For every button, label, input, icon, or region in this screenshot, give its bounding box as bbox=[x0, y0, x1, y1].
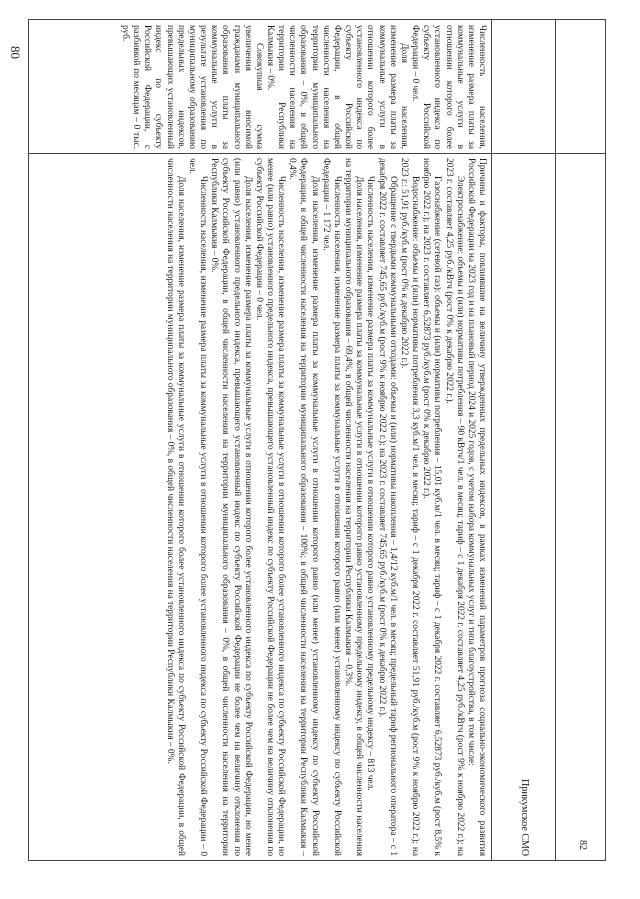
column-divider-municipality bbox=[491, 19, 492, 861]
description-paragraph: Водоснабжение: объемы и (или) нормативы потребления 3,3 куб.м/1 чел. в месяц; тариф – с 1 декабря 2022 г. составляет 51,91 руб./куб.м (рост 9% к ноябрю 2022 г.); на 2023 г.: 51,91 руб./куб.м (рост 0% к декабрю 2022 г.). bbox=[398, 158, 421, 856]
row-description-cell bbox=[35, 25, 487, 149]
description-paragraph: Численность населения, изменение размера платы за коммунальные услуги в отношении которого равно установленному предельному индексу – 813 чел. bbox=[365, 176, 376, 791]
table-bottom-border bbox=[28, 19, 29, 861]
table-right-border bbox=[28, 860, 606, 861]
description-paragraph: Доля населения, изменение размера платы за коммунальные услуги в отношении которого более установленного индекса по субъекту Российской Федерации, но менее (или равно) установленного предельного индекса, превышающего установленный индекс по субъекту Российской Федерации не более чем на величину отклонения по субъекту Российской Федерации, в общей численности населения на территории муниципального образования – 0%, в общей численности населения на территории Республики Калмыкия – 0%. bbox=[209, 158, 253, 856]
table-top-border bbox=[605, 19, 606, 861]
description-paragraph: Доля населения, изменение размера платы за коммунальные услуги в отношении которого более установленного индекса по субъекту Российской Федерации, в общей численности населения на территории муниципального образования – 0%, в общей численности населения на территории Республики Калмыкия – 0%. bbox=[164, 158, 186, 856]
table-left-border bbox=[28, 19, 606, 20]
description-paragraph: Электроснабжение: объемы и (или) нормативы потребления – 90 кВтч/1 чел. в месяц; тариф – с 1 декабря 2022 г. составляет 4,25 руб./кВтч (рост 9% к ноябрю 2022 г.); на 2023 г. составляет 4,25 руб./кВтч (рост 0% к декабрю 2022 г.). bbox=[443, 158, 465, 856]
description-paragraph: Обращение с твердыми коммунальными отходами: объемы и (или) нормативы накопления – 1,4/12 куб.м/1 чел. в месяц; предельный тариф регионального оператора – с 1 декабря 2022 г. составляет 745,65 руб./куб.м (рост 9% к ноябрю 2022 г.); на 2023 г. составляет 745,65 руб./куб.м (рост 0% к декабрю 2022 г.). bbox=[376, 158, 398, 856]
description-paragraph: Численность населения, изменение размера платы за коммунальные услуги в отношении которого более установленного индекса по субъекту Российской Федерации – 0 чел. bbox=[186, 158, 209, 856]
description-paragraph: Доля населения, изменение размера платы за коммунальные услуги в отношении которого более установленного индекса по субъекту Российской Федерации, в общей численности населения на территории муниципального образования – 0%, в общей численности населения на территории Республики Калмыкия – 0%. bbox=[265, 25, 409, 149]
description-paragraph: Газоснабжение (сетевой газ): объемы и (или) нормативы потребления – 15,01 куб.м/1 чел. в месяц; тариф – с 1 декабря 2022 г. составляет 6,52873 руб./куб.м (рост 8,5% к ноябрю 2022 г.); на 2023 г. составляет 6,52873 руб./куб.м (рост 0% к декабрю 2022 г.). bbox=[421, 158, 443, 856]
column-divider-number bbox=[555, 19, 556, 861]
description-paragraph: Совокупная сумма увеличения вносимой гражданами муниципального образования платы за коммунальные услуги в результате установления по муниципальному образованию предельных индексов, превышающих установленный индекс по субъекту Российской Федерации, с разбивкой по месяцам – 0 тыс. руб. bbox=[120, 25, 264, 149]
description-paragraph: Численность населения, изменение размера платы за коммунальные услуги в отношении которого более установленного индекса по субъекту Российской Федерации, но менее (или равно) установленного предельного индекса, превышающего установленный индекс по субъекту Российской Федерации не более чем на величину отклонения по субъекту Российской Федерации – 0 чел. bbox=[253, 158, 287, 856]
row-divider bbox=[28, 153, 606, 154]
page-number: 80 bbox=[8, 46, 23, 59]
row-number: 82 bbox=[577, 840, 588, 850]
description-paragraph: Доля населения, изменение размера платы за коммунальные услуги в отношении которого равно (или менее) установленному индексу по субъекту Российской Федерации, в общей численности населения на территории муниципального образования – 100%; в общей численности населения на территории Республики Калмыкия – 0,4%. bbox=[287, 158, 320, 856]
row-description-cell bbox=[35, 158, 487, 856]
municipality-name: Прикумское СМО bbox=[519, 779, 530, 857]
description-paragraph: Причины и факторы, повлиявшие на величину утвержденных предельных индексов, в рамках изменений параметров прогноза социально-экономического развития Российской Федерации на 2023 год и на плановый период 2024 и 2025 годов, с учетом набора коммунальных услуг и типа благоустройства, в том числе: bbox=[465, 158, 487, 856]
description-paragraph: Доля населения, изменение размера платы за коммунальные услуги в отношении которого равно установленному предельному индексу, в общей численности населения на территории муниципального образования – 69,4%, в общей численности населения на территории Республики Калмыкия – 0,3%. bbox=[343, 158, 365, 856]
description-paragraph: Численность населения, изменение размера платы за коммунальные услуги в отношении которого более установленного индекса по субъекту Российской Федерации – 0 чел. bbox=[410, 25, 487, 149]
description-paragraph: Численность населения, изменение размера платы за коммунальные услуги в отношении которого равно (или менее) установленному индексу по субъекту Российской Федерации – 1 172 чел. bbox=[320, 158, 342, 856]
